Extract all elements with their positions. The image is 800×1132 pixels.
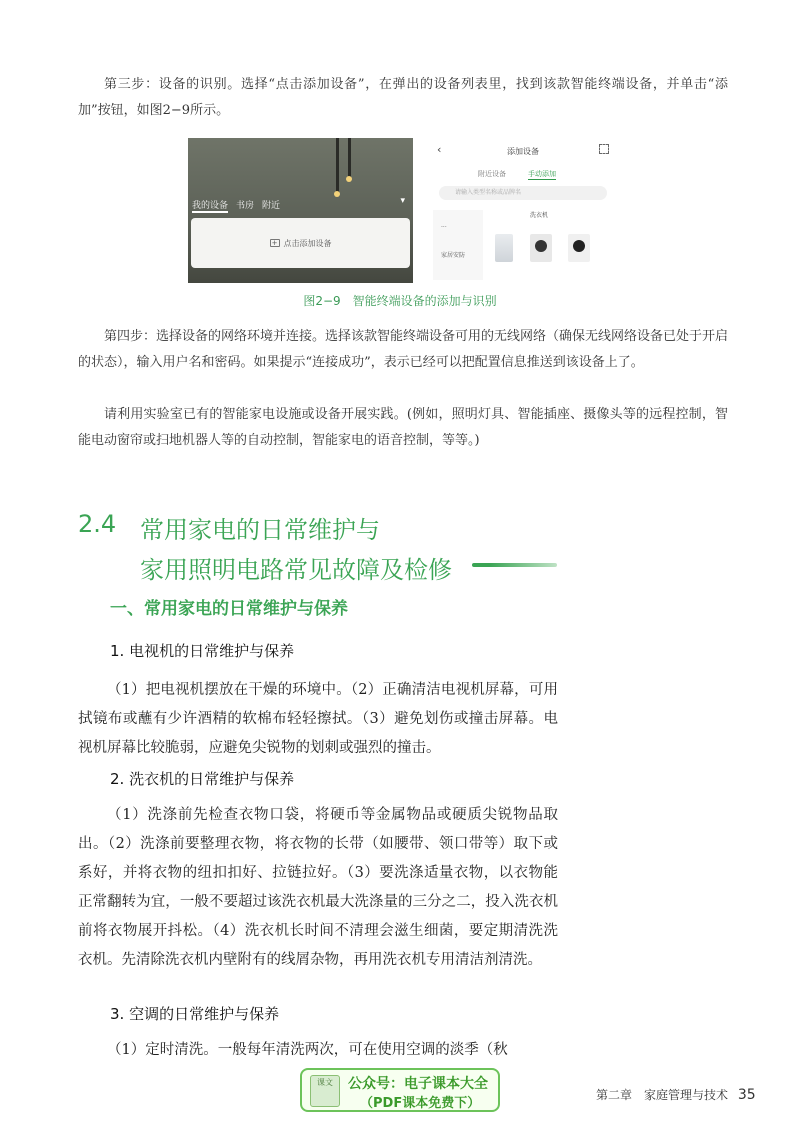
tv-maintenance-heading: 1. 电视机的日常维护与保养 <box>110 642 295 660</box>
watermark-line2: （PDF课本免费下） <box>360 1096 481 1111</box>
washer-maintenance-heading: 2. 洗衣机的日常维护与保养 <box>110 770 295 788</box>
section-number: 2.4 <box>78 510 117 538</box>
back-icon: ‹ <box>437 143 442 156</box>
add-device-card <box>191 218 410 268</box>
subsection-heading: 一、常用家电的日常维护与保养 <box>110 599 348 619</box>
section-title-line2: 家用照明电路常见故障及检修 <box>140 556 452 584</box>
chevron-down-icon: ▾ <box>400 196 405 206</box>
washer-maintenance-text: （1）洗涤前先检查衣物口袋，将硬币等金属物品或硬质尖锐物品取出。（2）洗涤前要整理衣物，将衣物的长带（如腰带、领口带等）取下或系好，并将衣物的纽扣扣好、拉链拉好。（3）要洗涤适量衣物，以衣物能正常翻转为宜，一般不要超过该洗衣机最大洗涤量的三分之二，投入洗衣机前将衣物展开抖松。（4）洗衣机长时间不清理会滋生细菌，要定期清洗洗衣机。先清除洗衣机内壁附有的线屑杂物，再用洗衣机专用清洁剂清洗。 <box>78 807 558 968</box>
add-device-icon: + <box>270 239 280 247</box>
scan-icon <box>599 144 609 154</box>
tab-nearby-devices: 附近设备 <box>478 170 506 178</box>
add-device-label: 点击添加设备 <box>283 238 332 248</box>
watermark-banner <box>300 1068 500 1112</box>
device-search-bar: 请输入类型名称或品牌名 <box>439 186 607 200</box>
watermark-line1: 公众号：电子课本大全 <box>348 1076 488 1092</box>
section-decor-line <box>472 563 557 567</box>
add-device-title: 添加设备 <box>507 147 539 156</box>
ac-maintenance-heading: 3. 空调的日常维护与保养 <box>110 1005 280 1023</box>
chapter-label: 第二章 家庭管理与技术 <box>596 1088 729 1102</box>
step4-paragraph: 第四步：选择设备的网络环境并连接。选择该款智能终端设备可用的无线网络（确保无线网络设备已处于开启的状态），输入用户名和密码。如果提示“连接成功”，表示已经可以把配置信息推送到该设备上了。 <box>78 329 729 370</box>
category-sidebar <box>433 210 483 280</box>
tab-nearby: 附近 <box>262 201 281 211</box>
device-thumbnail <box>495 234 513 262</box>
device-thumbnail <box>530 234 552 262</box>
app-screenshot-add-device <box>433 138 613 283</box>
tab-my-devices: 我的设备 <box>192 198 228 213</box>
device-tabs <box>192 198 280 213</box>
device-thumbnail <box>568 234 590 262</box>
tab-manual-add: 手动添加 <box>528 170 556 178</box>
page-footer <box>596 1086 756 1103</box>
category-item-security: 家居安防 <box>441 252 466 259</box>
page-number: 35 <box>737 1087 756 1103</box>
step3-paragraph: 第三步：设备的识别。选择“点击添加设备”，在弹出的设备列表里，找到该款智能终端设备，并单击“添加”按钮，如图2−9所示。 <box>78 77 728 118</box>
app-screenshot-my-devices <box>188 138 413 283</box>
practice-paragraph: 请利用实验室已有的智能家电设施或设备开展实践。(例如，照明灯具、智能插座、摄像头等的远程控制，智能电动窗帘或扫地机器人等的自动控制，智能家电的语音控制，等等。) <box>78 407 728 448</box>
section-title-line1: 常用家电的日常维护与 <box>140 516 380 544</box>
figure-2-9 <box>188 138 613 283</box>
add-device-tabs <box>478 169 556 180</box>
category-item: ... <box>441 222 447 229</box>
category-washer-label: 洗衣机 <box>530 212 549 219</box>
tab-study: 书房 <box>236 201 255 211</box>
figure-caption: 图2−9 智能终端设备的添加与识别 <box>303 294 497 308</box>
tv-maintenance-text: （1）把电视机摆放在干燥的环境中。（2）正确清洁电视机屏幕，可用拭镜布或蘸有少许酒精的软棉布轻轻擦拭。（3）避免划伤或撞击屏幕。电视机屏幕比较脆弱，应避免尖锐物的划刺或强烈的撞击。 <box>78 682 558 756</box>
book-icon: 课文 <box>310 1075 340 1107</box>
ac-maintenance-text: （1）定时清洗。一般每年清洗两次，可在使用空调的淡季（秋 <box>107 1042 508 1058</box>
